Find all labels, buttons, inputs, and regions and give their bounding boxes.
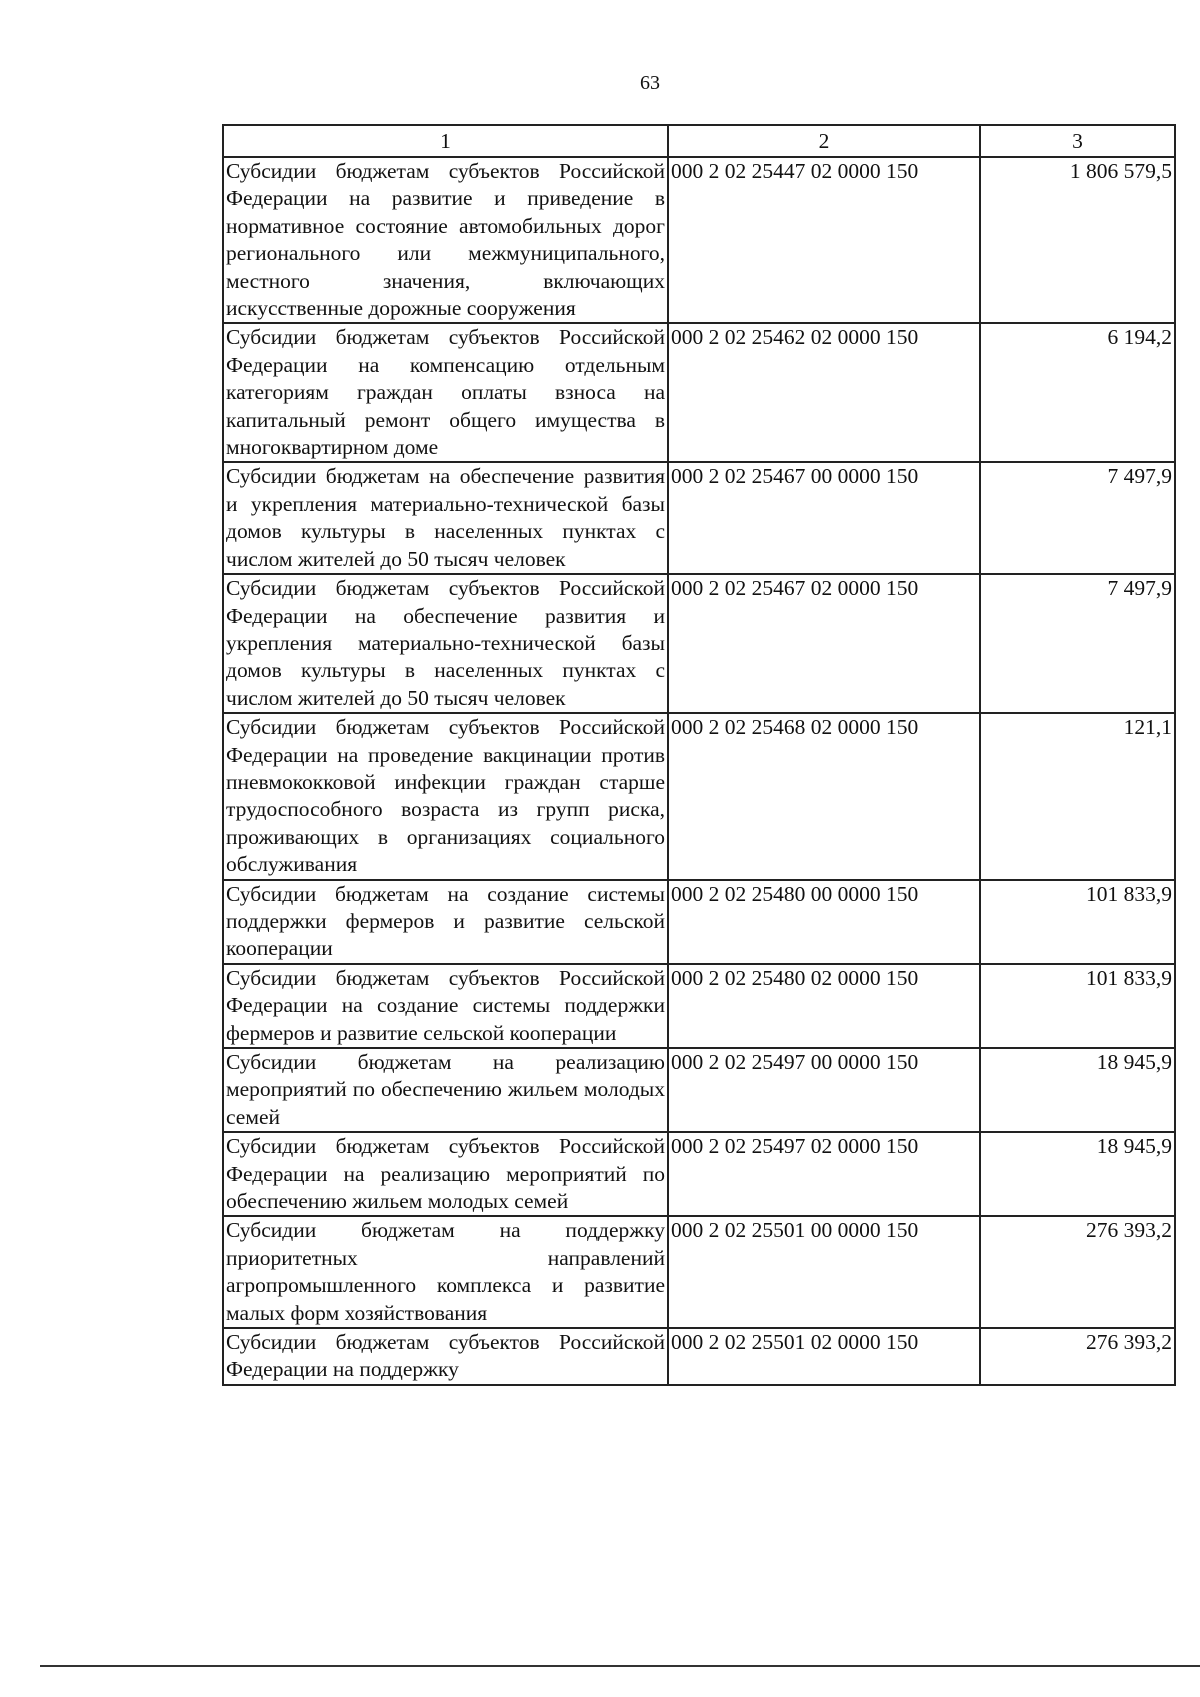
table-row: [223, 880, 1175, 964]
row-description: Субсидии бюджетам субъектов Российской Федерации на развитие и приведение в нормативное состояние автомобильных дорог регионального или межмуниципального, местного значения, включающих искусственные дорожные сооружения: [223, 157, 668, 323]
row-amount: 18 945,9: [980, 1132, 1175, 1216]
table-row: [223, 1328, 1175, 1385]
row-amount: 101 833,9: [980, 880, 1175, 964]
row-description: Субсидии бюджетам субъектов Российской Федерации на поддержку: [223, 1328, 668, 1385]
header-row: [223, 125, 1175, 157]
row-amount: 7 497,9: [980, 462, 1175, 574]
row-description: Субсидии бюджетам на реализацию мероприятий по обеспечению жильем молодых семей: [223, 1048, 668, 1132]
row-amount: 121,1: [980, 713, 1175, 879]
budget-table: [222, 124, 1176, 1386]
row-code: 000 2 02 25447 02 0000 150: [668, 157, 980, 323]
row-amount: 276 393,2: [980, 1216, 1175, 1328]
table-row: [223, 574, 1175, 713]
table-row: [223, 462, 1175, 574]
row-description: Субсидии бюджетам субъектов Российской Федерации на создание системы поддержки фермеров и развитие сельской кооперации: [223, 964, 668, 1048]
table-row: [223, 1132, 1175, 1216]
row-amount: 101 833,9: [980, 964, 1175, 1048]
row-code: 000 2 02 25467 00 0000 150: [668, 462, 980, 574]
page-number: 63: [640, 72, 660, 94]
row-description: Субсидии бюджетам субъектов Российской Федерации на проведение вакцинации против пневмококковой инфекции граждан старше трудоспособного возраста из групп риска, проживающих в организациях социального обслуживания: [223, 713, 668, 879]
row-code: 000 2 02 25468 02 0000 150: [668, 713, 980, 879]
row-code: 000 2 02 25501 02 0000 150: [668, 1328, 980, 1385]
row-code: 000 2 02 25501 00 0000 150: [668, 1216, 980, 1328]
table-row: [223, 1048, 1175, 1132]
row-amount: 18 945,9: [980, 1048, 1175, 1132]
table-row: [223, 1216, 1175, 1328]
column-header-2: 2: [668, 125, 980, 157]
row-amount: 7 497,9: [980, 574, 1175, 713]
table-row: [223, 323, 1175, 462]
table-row: [223, 713, 1175, 879]
row-description: Субсидии бюджетам субъектов Российской Федерации на обеспечение развития и укрепления материально-технической базы домов культуры в населенных пунктах с числом жителей до 50 тысяч человек: [223, 574, 668, 713]
row-amount: 1 806 579,5: [980, 157, 1175, 323]
table-row: [223, 157, 1175, 323]
row-description: Субсидии бюджетам на поддержку приоритетных направлений агропромышленного комплекса и развитие малых форм хозяйствования: [223, 1216, 668, 1328]
column-header-1: 1: [223, 125, 668, 157]
row-amount: 276 393,2: [980, 1328, 1175, 1385]
row-amount: 6 194,2: [980, 323, 1175, 462]
row-code: 000 2 02 25497 00 0000 150: [668, 1048, 980, 1132]
row-code: 000 2 02 25462 02 0000 150: [668, 323, 980, 462]
row-code: 000 2 02 25480 02 0000 150: [668, 964, 980, 1048]
row-code: 000 2 02 25497 02 0000 150: [668, 1132, 980, 1216]
column-header-3: 3: [980, 125, 1175, 157]
row-description: Субсидии бюджетам на создание системы поддержки фермеров и развитие сельской кооперации: [223, 880, 668, 964]
row-description: Субсидии бюджетам на обеспечение развития и укрепления материально-технической базы домов культуры в населенных пунктах с числом жителей до 50 тысяч человек: [223, 462, 668, 574]
row-description: Субсидии бюджетам субъектов Российской Федерации на реализацию мероприятий по обеспечению жильем молодых семей: [223, 1132, 668, 1216]
row-code: 000 2 02 25480 00 0000 150: [668, 880, 980, 964]
row-code: 000 2 02 25467 02 0000 150: [668, 574, 980, 713]
bottom-divider-line: [40, 1665, 1200, 1667]
row-description: Субсидии бюджетам субъектов Российской Федерации на компенсацию отдельным категориям граждан оплаты взноса на капитальный ремонт общего имущества в многоквартирном доме: [223, 323, 668, 462]
table-row: [223, 964, 1175, 1048]
